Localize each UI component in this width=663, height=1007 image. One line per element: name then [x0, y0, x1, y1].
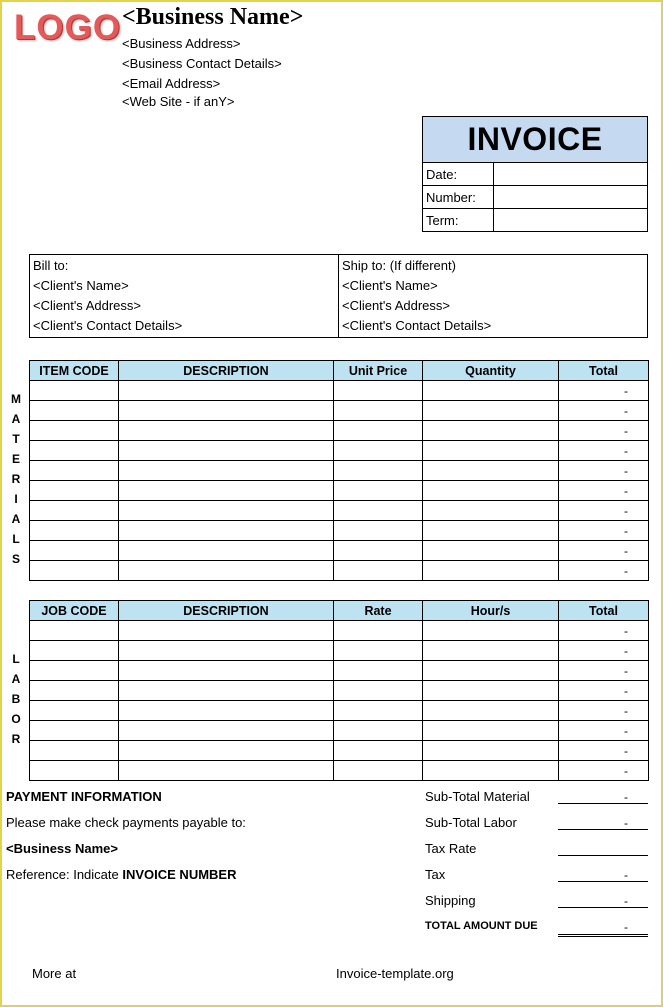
payment-reference [6, 867, 236, 882]
labor-side-label [10, 649, 22, 749]
col-header: Hour/s [423, 601, 559, 621]
table-cell[interactable] [119, 761, 334, 781]
summary-value: - [558, 816, 648, 830]
ship-to-address: <Client's Address> [342, 298, 450, 313]
row-total-cell[interactable]: - [559, 441, 649, 461]
business-email: <Email Address> [122, 76, 221, 91]
row-total-cell[interactable]: - [559, 401, 649, 421]
side-letter: L [12, 652, 20, 666]
table-cell[interactable] [30, 501, 119, 521]
table-cell[interactable] [334, 621, 423, 641]
table-cell[interactable] [119, 681, 334, 701]
side-letter: B [11, 692, 21, 706]
table-cell[interactable] [334, 761, 423, 781]
term-label: Term: [423, 209, 494, 232]
summary-label: Tax [425, 867, 446, 882]
logo: LOGO [14, 8, 122, 47]
table-cell[interactable] [119, 701, 334, 721]
row-total-cell[interactable]: - [559, 701, 649, 721]
table-row [30, 401, 649, 421]
business-name: <Business Name> [122, 4, 304, 30]
table-cell[interactable] [119, 541, 334, 561]
table-cell[interactable] [30, 541, 119, 561]
table-row [30, 621, 649, 641]
bill-to-title: Bill to: [33, 258, 69, 273]
table-cell[interactable] [119, 521, 334, 541]
ship-to-cell[interactable] [339, 255, 648, 338]
table-cell[interactable] [423, 441, 559, 461]
col-header: Quantity [423, 361, 559, 381]
row-total-cell[interactable]: - [559, 521, 649, 541]
bill-to-address: <Client's Address> [33, 298, 141, 313]
summary-value: - [558, 894, 648, 908]
table-row [30, 441, 649, 461]
table-cell[interactable] [423, 741, 559, 761]
summary-label: Sub-Total Labor [425, 815, 517, 830]
business-address: <Business Address> [122, 36, 241, 51]
table-cell[interactable] [119, 661, 334, 681]
number-label: Number: [423, 186, 494, 209]
table-row [30, 641, 649, 661]
side-letter: A [11, 512, 21, 526]
side-letter: A [11, 412, 21, 426]
footer-more-at: More at [32, 966, 77, 981]
table-row [30, 421, 649, 441]
table-cell[interactable] [30, 441, 119, 461]
table-cell[interactable] [334, 721, 423, 741]
summary-value: - [558, 790, 648, 804]
table-cell[interactable] [119, 441, 334, 461]
table-row [30, 561, 649, 581]
row-total-cell[interactable]: - [559, 461, 649, 481]
payment-title: PAYMENT INFORMATION [6, 789, 162, 804]
table-cell[interactable] [30, 381, 119, 401]
table-cell[interactable] [423, 621, 559, 641]
table-cell[interactable] [334, 561, 423, 581]
table-cell[interactable] [30, 461, 119, 481]
table-cell[interactable] [423, 461, 559, 481]
side-letter: T [12, 432, 20, 446]
date-value[interactable] [494, 163, 648, 186]
side-letter: I [14, 492, 18, 506]
bill-to-name: <Client's Name> [33, 278, 129, 293]
table-cell[interactable] [119, 501, 334, 521]
materials-side-label [10, 389, 22, 569]
invoice-title: INVOICE [423, 117, 648, 163]
table-cell[interactable] [423, 701, 559, 721]
table-row [30, 761, 649, 781]
table-row [30, 381, 649, 401]
col-header: DESCRIPTION [119, 601, 334, 621]
row-total-cell[interactable]: - [559, 621, 649, 641]
table-row [30, 681, 649, 701]
bill-to-cell[interactable] [30, 255, 339, 338]
table-cell[interactable] [30, 421, 119, 441]
table-row [30, 481, 649, 501]
side-letter: M [11, 392, 21, 406]
col-header: Total [559, 601, 649, 621]
table-cell[interactable] [423, 421, 559, 441]
ship-to-name: <Client's Name> [342, 278, 438, 293]
table-cell[interactable] [423, 641, 559, 661]
summary-value: - [558, 868, 648, 882]
table-cell[interactable] [423, 681, 559, 701]
table-cell[interactable] [119, 461, 334, 481]
table-row [30, 701, 649, 721]
footer-site[interactable]: Invoice-template.org [336, 966, 454, 981]
materials-table [29, 360, 649, 581]
row-total-cell[interactable]: - [559, 561, 649, 581]
table-cell[interactable] [30, 641, 119, 661]
row-total-cell[interactable]: - [559, 381, 649, 401]
side-letter: E [11, 452, 20, 466]
table-cell[interactable] [334, 481, 423, 501]
business-contact: <Business Contact Details> [122, 56, 282, 71]
table-cell[interactable] [119, 421, 334, 441]
row-total-cell[interactable]: - [559, 481, 649, 501]
total-due-value: - [558, 920, 648, 937]
ship-to-contact: <Client's Contact Details> [342, 318, 492, 333]
table-row [30, 541, 649, 561]
table-cell[interactable] [334, 701, 423, 721]
summary-label: Tax Rate [425, 841, 477, 856]
table-cell[interactable] [334, 381, 423, 401]
table-cell[interactable] [30, 561, 119, 581]
col-header: Unit Price [334, 361, 423, 381]
table-cell[interactable] [334, 501, 423, 521]
row-total-cell[interactable]: - [559, 501, 649, 521]
side-letter: S [11, 552, 20, 566]
table-cell[interactable] [423, 661, 559, 681]
summary-label: Shipping [425, 893, 476, 908]
table-cell[interactable] [119, 721, 334, 741]
row-total-cell[interactable]: - [559, 721, 649, 741]
table-cell[interactable] [334, 421, 423, 441]
table-cell[interactable] [334, 441, 423, 461]
table-cell[interactable] [30, 701, 119, 721]
col-header: Total [559, 361, 649, 381]
table-cell[interactable] [423, 401, 559, 421]
number-value[interactable] [494, 186, 648, 209]
row-total-cell[interactable]: - [559, 541, 649, 561]
table-cell[interactable] [334, 521, 423, 541]
bill-to-contact: <Client's Contact Details> [33, 318, 183, 333]
payment-line1: Please make check payments payable to: [6, 815, 246, 830]
table-row [30, 501, 649, 521]
row-total-cell[interactable]: - [559, 681, 649, 701]
reference-prefix: Reference: Indicate [6, 867, 123, 882]
side-letter: R [11, 472, 21, 486]
side-letter: O [11, 712, 21, 726]
table-cell[interactable] [119, 641, 334, 661]
table-cell[interactable] [423, 721, 559, 741]
table-cell[interactable] [30, 481, 119, 501]
ship-to-title: Ship to: (If different) [342, 258, 456, 273]
table-cell[interactable] [334, 641, 423, 661]
row-total-cell[interactable]: - [559, 761, 649, 781]
table-cell[interactable] [334, 541, 423, 561]
col-header: Rate [334, 601, 423, 621]
invoice-box [422, 116, 648, 232]
table-cell[interactable] [334, 741, 423, 761]
date-label: Date: [423, 163, 494, 186]
table-cell[interactable] [423, 501, 559, 521]
table-cell[interactable] [30, 741, 119, 761]
table-cell[interactable] [119, 401, 334, 421]
table-cell[interactable] [30, 621, 119, 641]
row-total-cell[interactable]: - [559, 421, 649, 441]
table-cell[interactable] [30, 721, 119, 741]
table-cell[interactable] [334, 401, 423, 421]
total-due-label: TOTAL AMOUNT DUE [425, 920, 538, 932]
table-cell[interactable] [423, 541, 559, 561]
side-letter: L [12, 532, 20, 546]
table-cell[interactable] [30, 401, 119, 421]
table-cell[interactable] [423, 761, 559, 781]
business-website: <Web Site - if anY> [122, 94, 235, 109]
table-row [30, 661, 649, 681]
table-cell[interactable] [30, 681, 119, 701]
table-row [30, 521, 649, 541]
table-cell[interactable] [334, 461, 423, 481]
table-row [30, 461, 649, 481]
summary-value [558, 842, 648, 856]
table-cell[interactable] [423, 381, 559, 401]
table-cell[interactable] [119, 481, 334, 501]
row-total-cell[interactable]: - [559, 641, 649, 661]
table-cell[interactable] [423, 521, 559, 541]
table-cell[interactable] [423, 481, 559, 501]
table-cell[interactable] [30, 521, 119, 541]
table-cell[interactable] [334, 681, 423, 701]
side-letter: A [11, 672, 21, 686]
payment-business: <Business Name> [6, 841, 119, 856]
summary-label: Sub-Total Material [425, 789, 530, 804]
row-total-cell[interactable]: - [559, 741, 649, 761]
table-cell[interactable] [119, 561, 334, 581]
table-cell[interactable] [30, 761, 119, 781]
bill-ship-box [29, 254, 648, 338]
table-cell[interactable] [119, 381, 334, 401]
reference-bold: INVOICE NUMBER [122, 867, 237, 882]
table-cell[interactable] [334, 661, 423, 681]
col-header: DESCRIPTION [119, 361, 334, 381]
col-header: ITEM CODE [30, 361, 119, 381]
side-letter: R [11, 732, 21, 746]
table-row [30, 721, 649, 741]
labor-table [29, 600, 649, 781]
table-cell[interactable] [119, 621, 334, 641]
term-value[interactable] [494, 209, 648, 232]
table-cell[interactable] [30, 661, 119, 681]
table-cell[interactable] [423, 561, 559, 581]
table-row [30, 741, 649, 761]
table-cell[interactable] [119, 741, 334, 761]
col-header: JOB CODE [30, 601, 119, 621]
row-total-cell[interactable]: - [559, 661, 649, 681]
